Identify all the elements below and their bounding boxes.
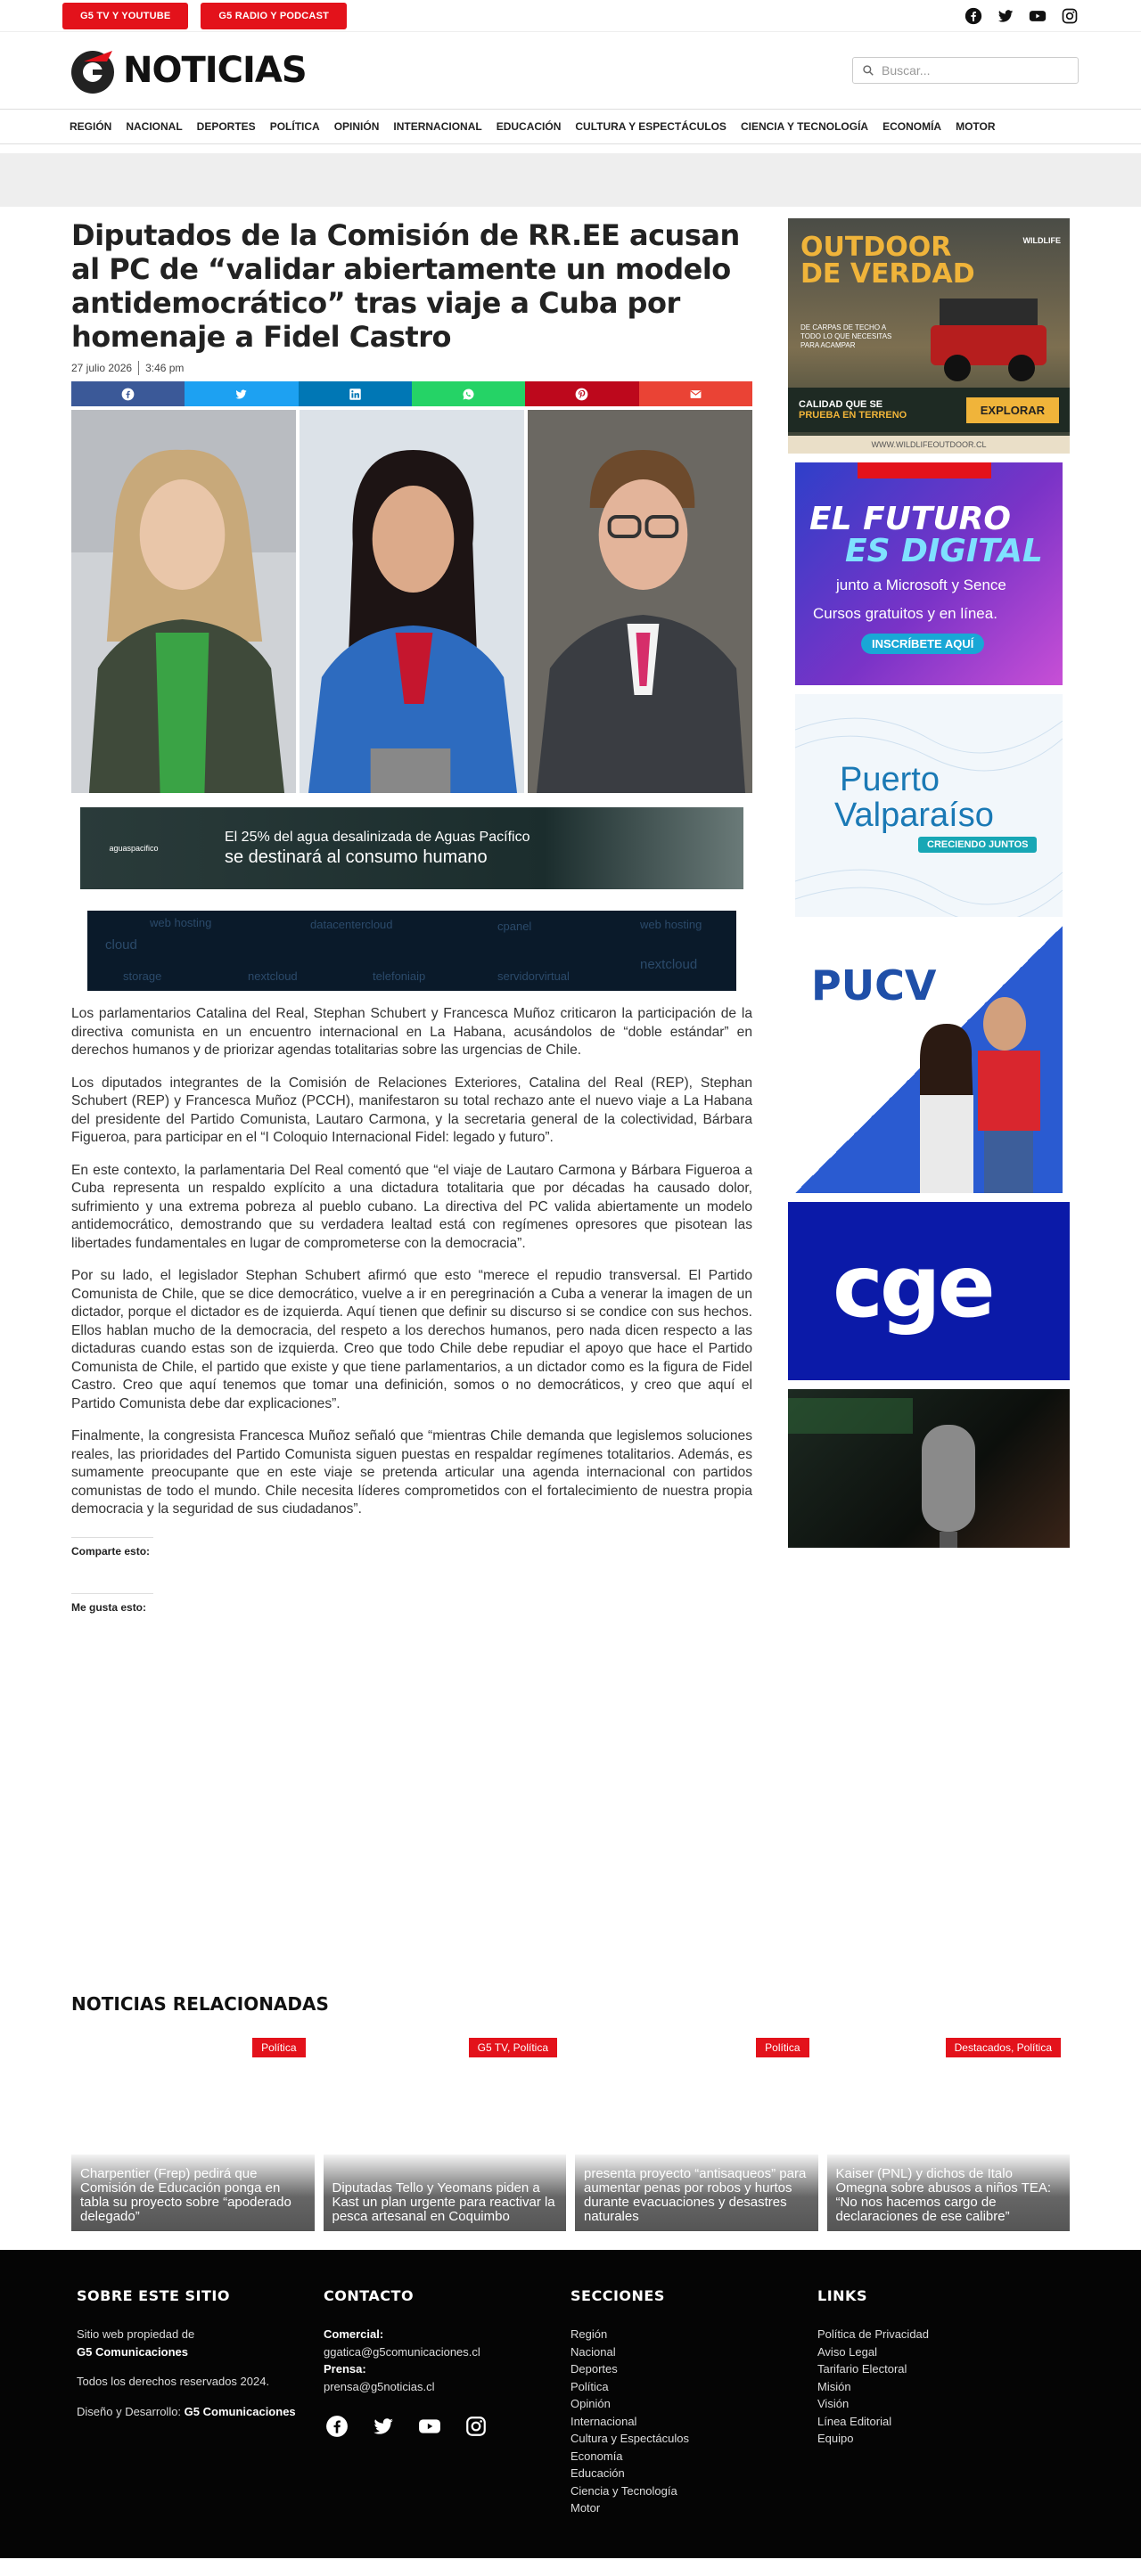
footer-about (77, 2287, 324, 2558)
futuro-line-3: junto a Microsoft y Sence (836, 577, 1006, 593)
aguas-pacifico-banner[interactable] (80, 807, 743, 889)
footer-section-link[interactable]: Educación (570, 2466, 625, 2480)
footer-section-link[interactable]: Motor (570, 2501, 601, 2515)
footer-link[interactable]: Visión (817, 2397, 850, 2410)
nav-item-deportes[interactable]: DEPORTES (196, 120, 256, 133)
site-footer (0, 2250, 1141, 2558)
footer-link[interactable]: Misión (817, 2379, 851, 2393)
facebook-icon (121, 388, 135, 401)
card-caption[interactable]: Charpentier (Frep) pedirá que Comisión de Educación ponga en tabla su proyecto sobre “apoderado delegado” (80, 2166, 291, 2224)
aguas-pacifico-logo: aguaspacifico (109, 844, 159, 853)
article-paragraph: Finalmente, la congresista Francesca Muñoz señaló que “mientras Chile demanda que legislemos soluciones reales, las prioridades del Partido Comunista siguen puestas en respaldar regímenes totalitarios. Además, es sumamente preocupante que en este viaje se pretenda articular una agenda internacional con partidos comunistas de todo el mundo. Chile necesita líderes comprometidos con el fortalecimiento de nuestra propia democracia y la seguridad de sus ciudadanos”. (71, 1428, 752, 1517)
linkedin-icon (349, 388, 362, 401)
share-email-button[interactable] (639, 381, 752, 406)
pucv-title: PUCV (811, 961, 937, 1010)
g5-logo-icon (68, 44, 121, 97)
top-bar (0, 0, 1141, 32)
footer-section-link[interactable]: Nacional (570, 2344, 616, 2359)
share-label: Comparte esto: (71, 1537, 153, 1558)
wildlife-logo: WILDLIFE (1022, 236, 1061, 245)
footer-section-link[interactable]: Política (570, 2379, 609, 2393)
search-icon (862, 64, 874, 77)
commercial-email[interactable]: ggatica@g5comunicaciones.cl (324, 2344, 480, 2359)
category-tag[interactable]: Política (756, 2038, 809, 2057)
facebook-icon[interactable] (965, 7, 982, 25)
footer-links-heading: LINKS (817, 2287, 867, 2304)
footer-section-link[interactable]: Economía (570, 2449, 623, 2463)
footer-section-link[interactable]: Cultura y Espectáculos (570, 2432, 689, 2445)
nav-item-ciencia[interactable]: CIENCIA Y TECNOLOGÍA (740, 120, 869, 133)
futuro-line-1: EL FUTURO (809, 501, 1012, 537)
cloud-term: storage (123, 969, 162, 983)
category-tag[interactable]: G5 TV, Política (469, 2038, 557, 2057)
microphone-image (788, 1389, 1070, 1548)
whatsapp-icon (462, 388, 475, 401)
article-paragraph: Los parlamentarios Catalina del Real, Stephan Schubert y Francesca Muñoz criticaron la participación de la directiva comunista en un encuentro internacional en La Habana, acusándolos de “doble estándar” en derechos humanos y de priorizar agendas totalitarias sobre las urgencias de Chile. (71, 1006, 752, 1058)
article-paragraph: En este contexto, la parlamentaria Del Real comentó que “el viaje de Lautaro Carmona y Bárbara Figueroa a Cuba representa un respaldo explícito a una dictadura totalitaria que por décadas ha causado dolor, sufrimiento y una extrema pobreza al pueblo cubano. La directiva del PC valida abiertamente un modelo antidemocrático, demostrando que su verdadera lealtad está con regímenes opresores que pisotean las libertades fundamentales en lugar de comprometerse con la democracia”. (71, 1162, 752, 1251)
futuro-digital-ad[interactable] (795, 462, 1063, 685)
category-tag[interactable]: Política (252, 2038, 305, 2057)
top-ad-band (0, 153, 1141, 207)
commercial-label: Comercial: (324, 2327, 384, 2341)
footer-section-link[interactable]: Opinión (570, 2397, 611, 2410)
card-caption[interactable]: Diputadas Tello y Yeomans piden a Kast un plan urgente para reactivar la pesca artesanal en Coquimbo (332, 2180, 555, 2224)
cge-ad[interactable] (788, 1202, 1070, 1380)
footer-link[interactable]: Política de Privacidad (817, 2327, 930, 2341)
cloud-term: servidorvirtual (497, 969, 570, 983)
footer-contact (324, 2287, 570, 2558)
photo-francesca-munoz (300, 410, 524, 793)
footer-rights: Todos los derechos reservados 2024. (77, 2375, 270, 2388)
cloud-term: web hosting (150, 916, 212, 929)
sidebar-ads (788, 218, 1070, 1557)
cloud-term: telefoniaip (373, 969, 426, 983)
cloud-term: nextcloud (640, 957, 698, 972)
share-pinterest-button[interactable] (525, 381, 638, 406)
related-heading: NOTICIAS RELACIONADAS (71, 1993, 329, 2015)
cloud-term: cpanel (497, 920, 532, 933)
explorar-button[interactable]: EXPLORAR (966, 397, 1059, 423)
nav-item-educacion[interactable]: EDUCACIÓN (496, 120, 562, 133)
futuro-line-4: Cursos gratuitos y en línea. (813, 605, 997, 622)
cloud-term: cloud (105, 937, 137, 953)
footer-link[interactable]: Aviso Legal (817, 2344, 877, 2359)
press-email[interactable]: prensa@g5noticias.cl (324, 2379, 435, 2393)
outdoor-cal-2: PRUEBA EN TERRENO (799, 410, 907, 421)
footer-contact-heading: CONTACTO (324, 2287, 415, 2304)
cloud-term: web hosting (640, 918, 702, 931)
puerto-line-1: Puerto (840, 761, 940, 798)
students-image (902, 970, 1054, 1193)
share-twitter-button[interactable] (185, 381, 298, 406)
article-time: 3:46 pm (145, 362, 185, 374)
search-placeholder: Buscar... (882, 63, 931, 78)
nav-item-internacional[interactable]: INTERNACIONAL (393, 120, 482, 133)
article-date: 27 julio 2026 (71, 362, 133, 374)
footer-section-link[interactable]: Región (570, 2327, 608, 2341)
nav-item-politica[interactable]: POLÍTICA (269, 120, 320, 133)
inscribete-button[interactable]: INSCRÍBETE AQUÍ (861, 634, 984, 654)
wildlife-outdoor-ad[interactable] (788, 218, 1070, 454)
pucv-ad[interactable] (795, 926, 1063, 1193)
nav-item-region[interactable]: REGIÓN (70, 120, 112, 133)
share-whatsapp-button[interactable] (412, 381, 525, 406)
cge-logo: cge (833, 1237, 992, 1337)
aguas-ad-line2: se destinará al consumo humano (225, 846, 488, 867)
card-caption[interactable]: Kaiser (PNL) y dichos de Italo Omegna sobre abusos a niños TEA: “No nos hacemos cargo de declaraciones de ese calibre” (835, 2166, 1052, 2224)
cloud-term: datacentercloud (310, 918, 393, 931)
outdoor-cal-1: CALIDAD QUE SE (799, 399, 883, 410)
g5-tv-youtube-button[interactable]: G5 TV Y YOUTUBE (62, 3, 188, 29)
youtube-icon[interactable] (418, 2415, 441, 2438)
footer-section-link[interactable]: Internacional (570, 2414, 637, 2428)
social-links (965, 7, 1079, 25)
site-logo[interactable] (68, 44, 307, 97)
related-card[interactable] (324, 2034, 567, 2231)
article (71, 218, 752, 1614)
press-label: Prensa: (324, 2362, 366, 2376)
twitter-icon (234, 388, 248, 401)
footer-section-link[interactable]: Deportes (570, 2362, 618, 2376)
related-card[interactable] (575, 2034, 818, 2231)
nav-item-nacional[interactable]: NACIONAL (126, 120, 183, 133)
article-paragraph: Los diputados integrantes de la Comisión de Relaciones Exteriores, Catalina del Real (REP), Stephan Schubert (REP) y Francesca Muñoz (PCCH), manifestaron su total rechazo ante el nuevo viaje a La Habana del presidente del Partido Comunista, Lautaro Carmona, y la secretaria general de la colectividad, Bárbara Figueroa, para participar en el “I Coloquio Internacional Fidel: legado y futuro”. (71, 1075, 752, 1145)
podcast-mic-ad[interactable] (788, 1389, 1070, 1548)
meta-divider (138, 361, 139, 375)
share-linkedin-button[interactable] (299, 381, 412, 406)
logo-text: NOTICIAS (123, 50, 307, 91)
instagram-icon[interactable] (464, 2415, 488, 2438)
pinterest-icon (575, 388, 588, 401)
outdoor-url: WWW.WILDLIFEOUTDOOR.CL (788, 436, 1070, 454)
aguas-ad-line1: El 25% del agua desalinizada de Aguas Pacífico (225, 829, 530, 845)
nav-item-motor[interactable]: MOTOR (956, 120, 996, 133)
footer-design-link[interactable]: G5 Comunicaciones (184, 2404, 296, 2418)
outdoor-sub: DE CARPAS DE TECHO A TODO LO QUE NECESITAS PARA ACAMPAR (800, 323, 892, 349)
cloud-hosting-banner[interactable] (87, 911, 736, 991)
article-body (71, 1005, 752, 1519)
footer-link[interactable]: Equipo (817, 2432, 854, 2445)
nav-item-cultura[interactable]: CULTURA Y ESPECTÁCULOS (575, 120, 726, 133)
outdoor-title-2: DE VERDAD (800, 258, 975, 290)
instagram-icon[interactable] (1061, 7, 1079, 25)
related-card[interactable] (827, 2034, 1071, 2231)
footer-design-label: Diseño y Desarrollo: (77, 2404, 182, 2418)
twitter-icon[interactable] (372, 2415, 395, 2438)
nav-item-opinion[interactable]: OPINIÓN (333, 120, 380, 133)
puerto-line-2: Valparaíso (834, 797, 994, 834)
g5-radio-podcast-button[interactable]: G5 RADIO Y PODCAST (201, 3, 347, 29)
site-header (0, 32, 1141, 109)
search-input[interactable] (852, 57, 1079, 84)
twitter-icon[interactable] (997, 7, 1014, 25)
photo-catalina-del-real (71, 410, 296, 793)
main-nav (0, 109, 1141, 144)
cloud-term: nextcloud (248, 969, 298, 983)
footer-sections-heading: SECCIONES (570, 2287, 665, 2304)
footer-link[interactable]: Tarifario Electoral (817, 2362, 907, 2376)
facebook-icon[interactable] (325, 2415, 349, 2438)
article-title: Diputados de la Comisión de RR.EE acusan al PC de “validar abiertamente un modelo antidemocrático” tras viaje a Cuba por homenaje a Fidel Castro (71, 218, 740, 354)
footer-section-link[interactable]: Ciencia y Tecnología (570, 2483, 677, 2498)
photo-stephan-schubert (528, 410, 752, 793)
related-card[interactable] (71, 2034, 315, 2231)
card-caption[interactable]: presenta proyecto “antisaqueos” para aumentar penas por robos y hurtos durante evacuaciones y desastres naturales (584, 2166, 807, 2224)
article-photo (71, 410, 752, 793)
share-bar (71, 381, 752, 406)
footer-sections (570, 2287, 817, 2558)
footer-link[interactable]: Línea Editorial (817, 2414, 892, 2428)
futuro-line-2: ES DIGITAL (845, 533, 1043, 569)
truck-image (922, 290, 1055, 388)
category-tag[interactable]: Destacados, Política (946, 2038, 1061, 2057)
youtube-icon[interactable] (1029, 7, 1047, 25)
article-paragraph: Por su lado, el legislador Stephan Schubert afirmó que esto “merece el repudio transversal. El Partido Comunista de Chile, que se dice democrático, vuelve a ir en peregrinación a Cuba a venerar la imagen de un dictador, porque el dictador es de izquierda. Aquí tienen que definir su discurso si se condice con sus hechos. Ellos hablan mucho de la democracia, del respeto a los derechos humanos, pero nada dicen respecto a las dictaduras cuando estas son de izquierda. Creo que todo Chile debe repudiar el apoyo que hace el Partido Comunista de Chile, el partido que existe y que tiene parlamentarios, a un dictador como es la figura de Fidel Castro. Creo que aquí tenemos que tomar una definición, somos o no democráticos, y creo que aquí el Partido Comunista debe dar explicaciones”. (71, 1268, 752, 1411)
article-meta (71, 361, 752, 375)
nav-item-economia[interactable]: ECONOMÍA (882, 120, 942, 133)
email-icon (689, 388, 702, 401)
footer-links (817, 2287, 1064, 2558)
share-facebook-button[interactable] (71, 381, 185, 406)
like-label: Me gusta esto: (71, 1593, 153, 1614)
footer-owner-name: G5 Comunicaciones (77, 2344, 188, 2359)
puerto-valparaiso-ad[interactable] (795, 694, 1063, 917)
footer-about-heading: SOBRE ESTE SITIO (77, 2287, 230, 2304)
outdoor-title-1: OUTDOOR (800, 232, 952, 263)
footer-owner-text: Sitio web propiedad de (77, 2327, 195, 2341)
related-news (71, 1993, 1070, 2231)
puerto-line-3: CRECIENDO JUNTOS (918, 837, 1037, 853)
footer-social (325, 2415, 570, 2438)
